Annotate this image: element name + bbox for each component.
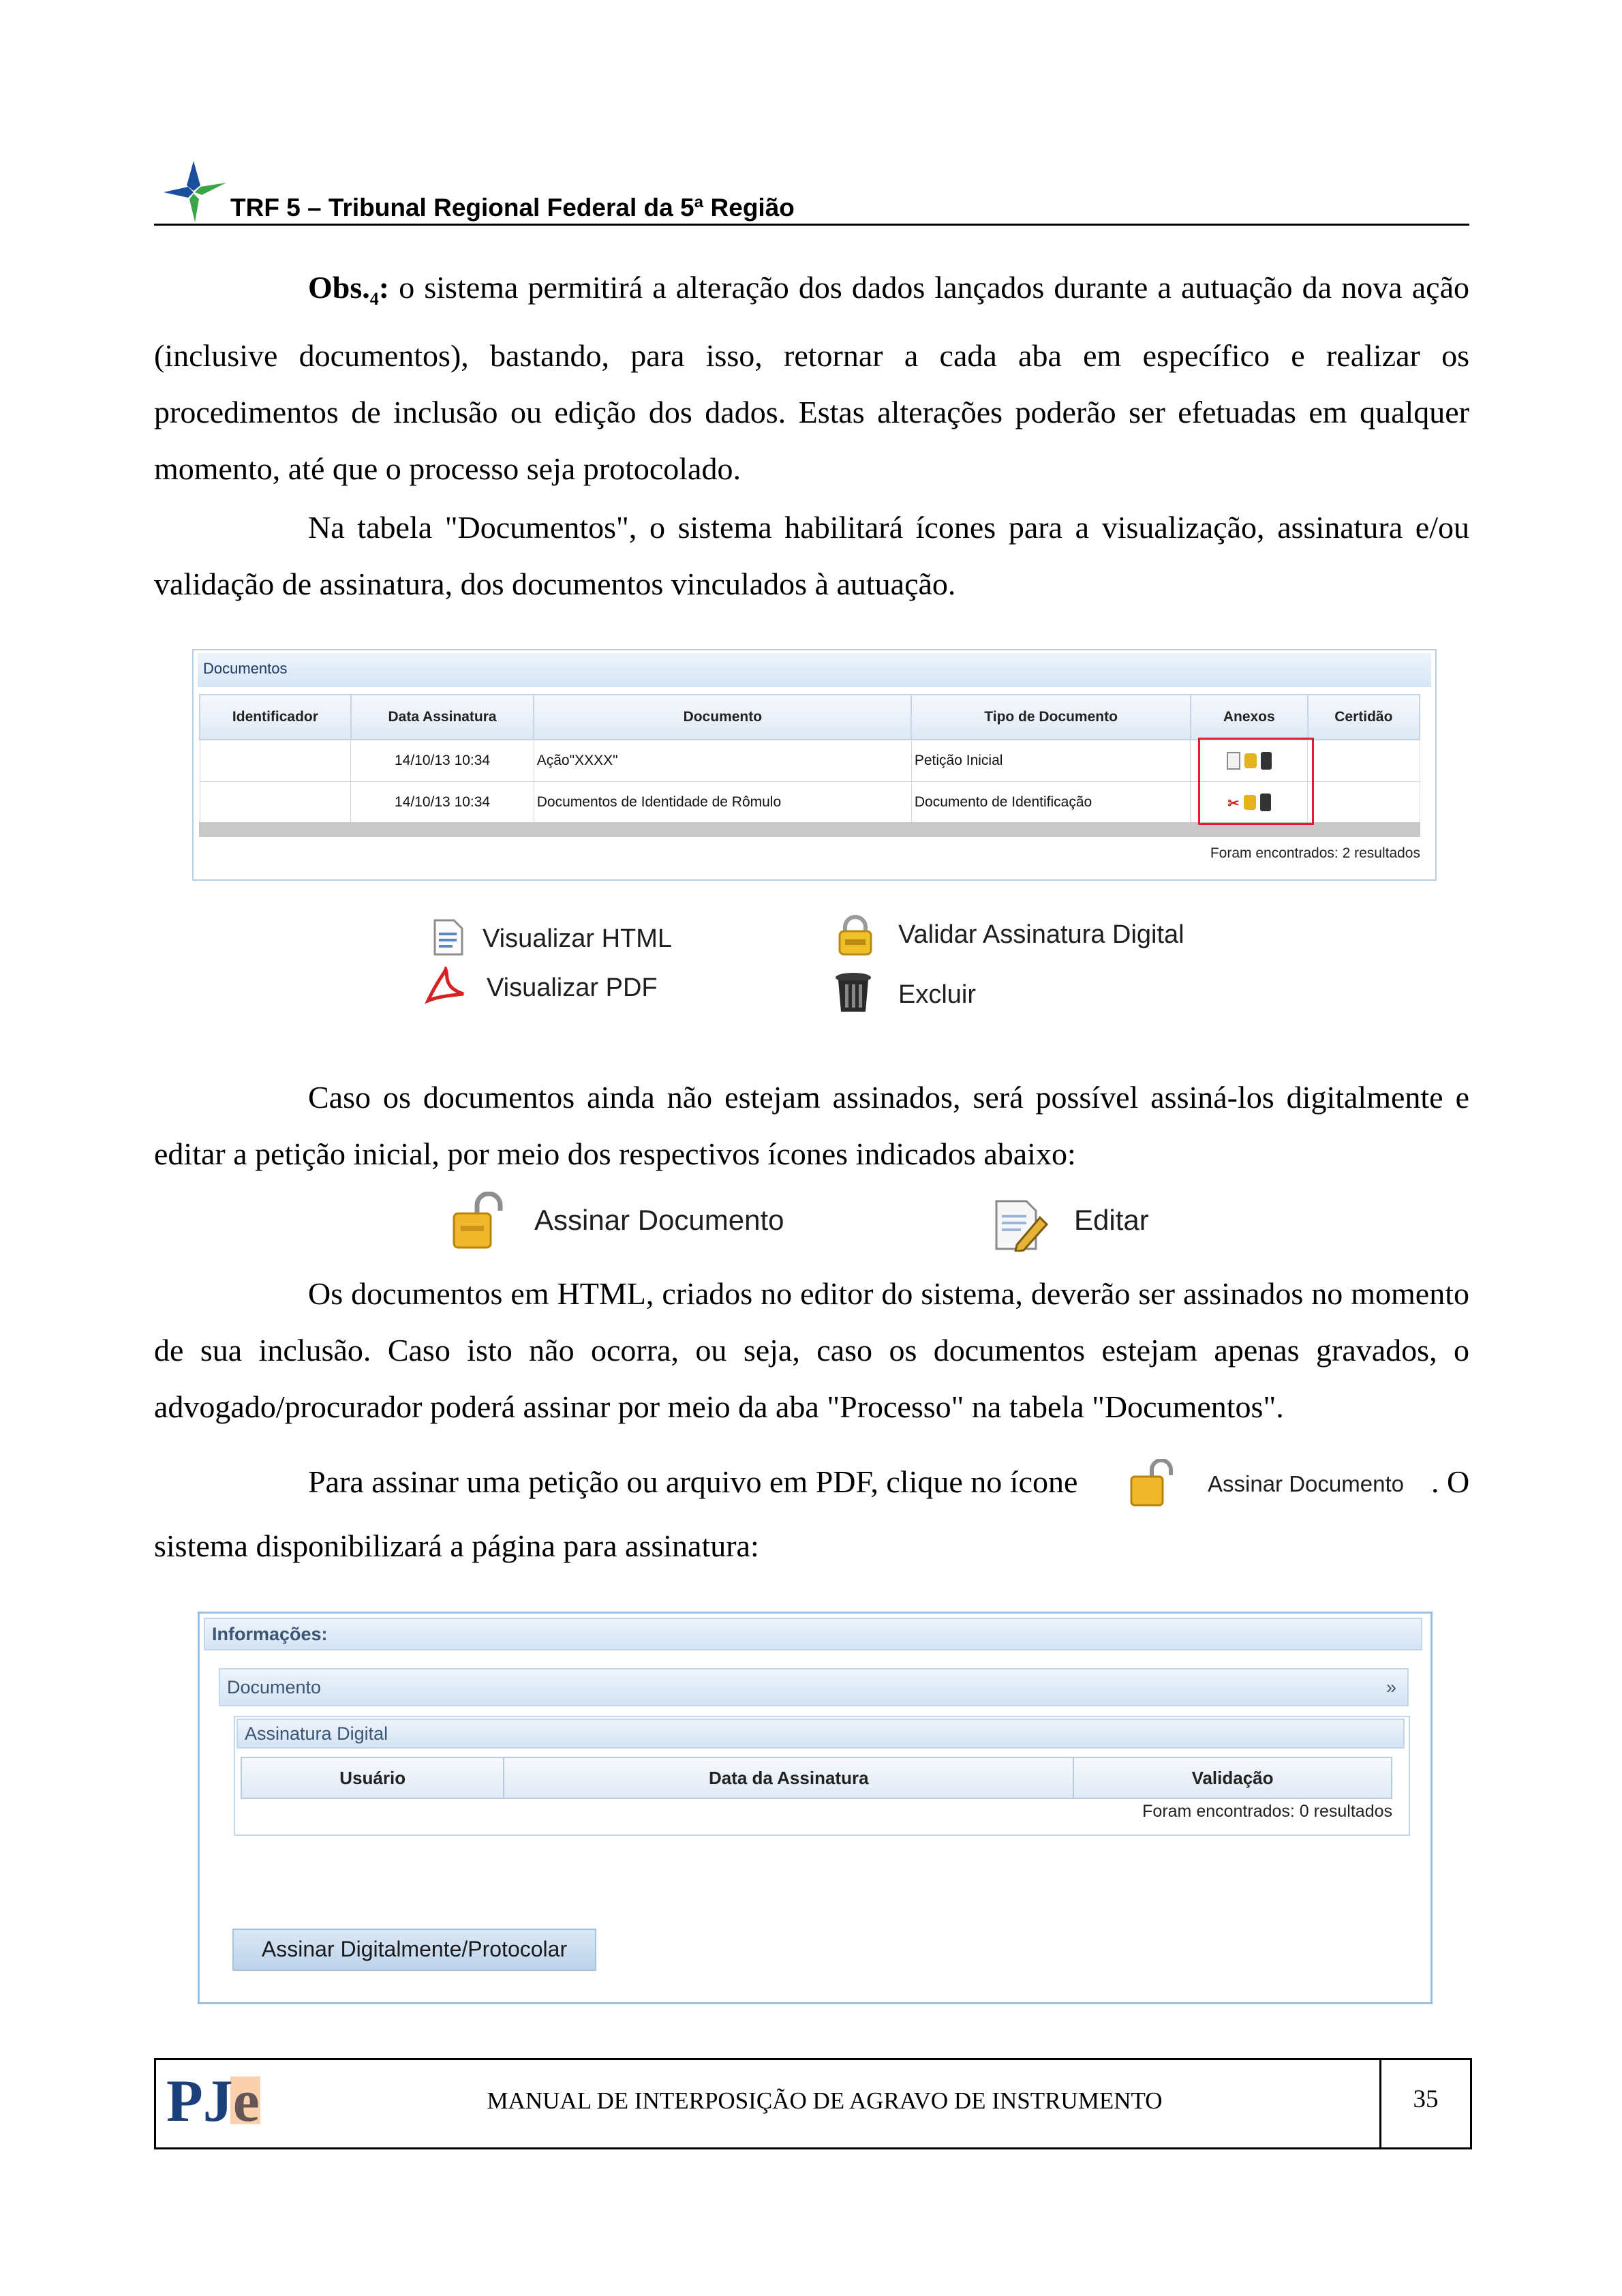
obs-text: o sistema permitirá a alteração dos dados lançados durante a autuação da nova ação (inclusive documentos), bastando, para isso, retornar a cada aba em específico e realizar os procedimentos de inclusão ou edição dos dados. Estas alterações poderão ser efetuadas em qualquer momento, até que o processo seja protocolado.: [154, 270, 1469, 487]
cell-date: 14/10/13 10:34: [351, 740, 534, 782]
header-title: TRF 5 – Tribunal Regional Federal da 5ª Região: [230, 194, 795, 222]
documents-caption: Documentos: [198, 653, 1431, 687]
pje-logo-accent: [230, 2076, 260, 2124]
document-bar[interactable]: [219, 1668, 1409, 1706]
legend-pdf-label: Visualizar PDF: [487, 973, 658, 1002]
p2-text: Na tabela "Documentos", o sistema habilitará ícones para a visualização, assinatura e/ou validação de assinatura, dos documentos vinculados à autuação.: [154, 510, 1469, 601]
col-certidao[interactable]: Certidão: [1308, 695, 1420, 740]
cell-cert: [1308, 740, 1420, 782]
edit-document-icon: [992, 1197, 1050, 1252]
signatures-table: [241, 1757, 1392, 1799]
cell-type: Petição Inicial: [911, 740, 1190, 782]
cell-doc: Documentos de Identidade de Rômulo: [534, 782, 911, 824]
col-identificador[interactable]: Identificador: [200, 695, 351, 740]
col-documento[interactable]: Documento: [534, 695, 911, 740]
footer-divider: [1379, 2058, 1381, 2149]
page-number: 35: [1413, 2085, 1439, 2113]
cell-date: 14/10/13 10:34: [351, 782, 534, 824]
open-lock-sign-icon: [450, 1192, 511, 1250]
expand-arrow-icon[interactable]: »: [1386, 1677, 1396, 1697]
footer-manual-title: MANUAL DE INTERPOSIÇÃO DE AGRAVO DE INSTRUMENTO: [487, 2087, 1163, 2114]
col-validacao[interactable]: Validação: [1073, 1757, 1392, 1798]
col-anexos[interactable]: Anexos: [1191, 695, 1308, 740]
pdf-icon[interactable]: ✂: [1227, 796, 1240, 811]
p3-text: Caso os documentos ainda não estejam assinados, será possível assiná-los digitalmente e editar a petição inicial, por meio dos respectivos ícones indicados abaixo:: [154, 1080, 1469, 1171]
cell-cert: [1308, 782, 1420, 824]
results-count: Foram encontrados: 2 resultados: [1210, 845, 1420, 861]
p5-text-b: . O: [1431, 1464, 1470, 1499]
paragraph-documents-table: [154, 499, 1469, 612]
legend-delete-label: Excluir: [898, 980, 977, 1009]
paragraph-unsigned: [154, 1069, 1469, 1182]
pdf-icon: [424, 967, 468, 1005]
trf5-logo-icon: [161, 158, 229, 224]
signature-page-panel: [198, 1612, 1433, 2004]
legend-html-label: Visualizar HTML: [483, 924, 673, 953]
p5-text-c: sistema disponibilizará a página para assinatura:: [154, 1528, 759, 1563]
p5-text-a: Para assinar uma petição ou arquivo em PDF, clique no ícone: [308, 1464, 1078, 1499]
legend-validate-label: Validar Assinatura Digital: [898, 920, 1184, 949]
obs-label: Obs.: [308, 270, 370, 305]
document-bar-label: Documento: [227, 1677, 322, 1697]
lock-validate-icon: [836, 915, 875, 956]
sign-protocol-button[interactable]: Assinar Digitalmente/Protocolar: [232, 1929, 596, 1971]
col-data-assinatura[interactable]: Data Assinatura: [351, 695, 534, 740]
signature-section-title: Assinatura Digital: [236, 1719, 1405, 1749]
html-document-icon: [431, 919, 465, 956]
obs-colon: :: [378, 270, 390, 305]
sign-document-label: Assinar Documento: [534, 1204, 784, 1236]
cell-doc: Ação"XXXX": [534, 740, 911, 782]
pje-logo-text: PJe: [166, 2068, 260, 2134]
col-usuario[interactable]: Usuário: [241, 1757, 504, 1798]
info-title: Informações:: [204, 1618, 1422, 1650]
col-data-da-assinatura[interactable]: Data da Assinatura: [504, 1757, 1073, 1798]
signatures-count: Foram encontrados: 0 resultados: [1142, 1802, 1392, 1821]
header-rule: [154, 224, 1469, 226]
open-lock-inline-icon: [1129, 1459, 1180, 1508]
paragraph-obs4: [154, 259, 1469, 497]
obs-subscript: 4: [369, 289, 379, 309]
cell-id: [200, 740, 351, 782]
attachments-highlight-box: [1198, 738, 1314, 825]
p4-text: Os documentos em HTML, criados no editor do sistema, deverão ser assinados no momento de sua inclusão. Caso isto não ocorra, ou seja, caso os documentos estejam apenas gravados, o advogado/procurador poderá assinar por meio da aba "Processo" na tabela "Documentos".: [154, 1276, 1469, 1424]
inline-sign-label: Assinar Documento: [1208, 1471, 1404, 1496]
cell-id: [200, 782, 351, 824]
paragraph-html-documents: [154, 1265, 1469, 1435]
col-tipo-documento[interactable]: Tipo de Documento: [911, 695, 1190, 740]
edit-label: Editar: [1074, 1204, 1149, 1236]
cell-type: Documento de Identificação: [911, 782, 1190, 824]
trash-delete-icon: [833, 971, 874, 1014]
